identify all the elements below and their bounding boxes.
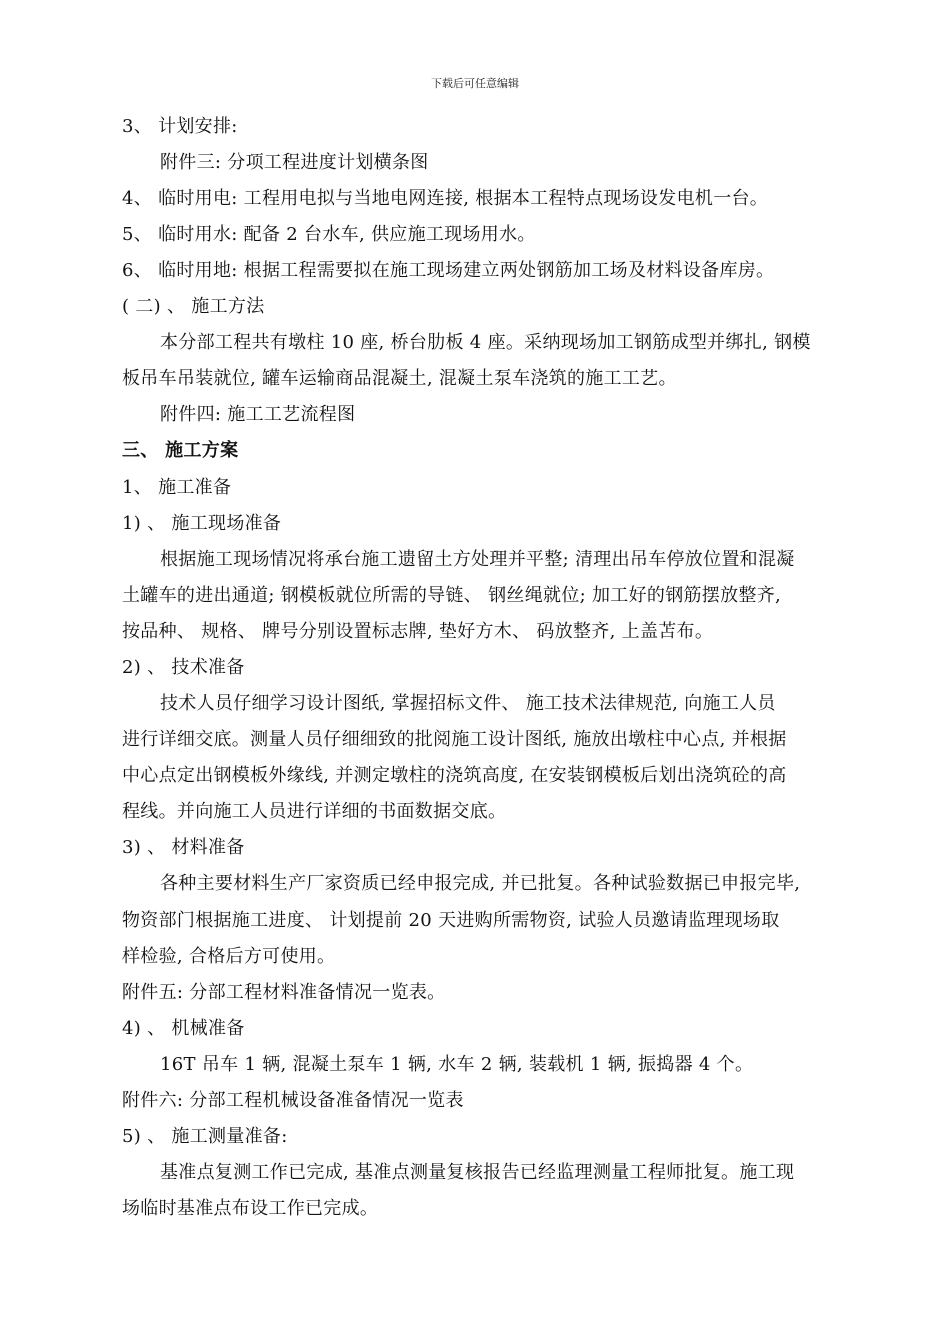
subheading-machinery-preparation: 4) 、 机械准备	[122, 1018, 245, 1039]
section-heading-construction-plan: 三、 施工方案	[122, 440, 239, 461]
paragraph-line: 技术人员仔细学习设计图纸, 掌握招标文件、 施工技术法律规范, 向施工人员	[160, 693, 776, 714]
paragraph-line: 土罐车的进出通道; 钢模板就位所需的导链、 钢丝绳就位; 加工好的钢筋摆放整齐,	[122, 585, 782, 606]
subheading-site-preparation: 1) 、 施工现场准备	[122, 513, 282, 534]
subheading-survey-preparation: 5) 、 施工测量准备:	[122, 1126, 288, 1147]
page-header: 下载后可任意编辑	[431, 77, 519, 90]
list-item-3: 3、 计划安排:	[122, 116, 238, 137]
attachment-3: 附件三: 分项工程进度计划横条图	[160, 152, 429, 173]
attachment-6: 附件六: 分部工程机械设备准备情况一览表	[122, 1090, 464, 1111]
paragraph-line: 程线。并向施工人员进行详细的书面数据交底。	[122, 801, 507, 822]
paragraph-line: 进行详细交底。测量人员仔细细致的批阅施工设计图纸, 施放出墩柱中心点, 并根据	[122, 729, 787, 750]
paragraph-line: 本分部工程共有墩柱 10 座, 桥台肋板 4 座。采纳现场加工钢筋成型并绑扎, 钢模	[160, 332, 811, 353]
section-heading-construction-method: ( 二) 、 施工方法	[122, 296, 265, 317]
attachment-4: 附件四: 施工工艺流程图	[160, 404, 356, 425]
paragraph-line: 中心点定出钢模板外缘线, 并测定墩柱的浇筑高度, 在安装钢模板后划出浇筑砼的高	[122, 765, 787, 786]
paragraph-line: 板吊车吊装就位, 罐车运输商品混凝土, 混凝土泵车浇筑的施工工艺。	[122, 368, 677, 389]
paragraph-line: 各种主要材料生产厂家资质已经申报完成, 并已批复。各种试验数据已申报完毕,	[160, 873, 801, 894]
paragraph-line: 场临时基准点布设工作已完成。	[122, 1198, 379, 1219]
subheading-preparation: 1、 施工准备	[122, 477, 232, 498]
list-item-6: 6、 临时用地: 根据工程需要拟在施工现场建立两处钢筋加工场及材料设备库房。	[122, 260, 775, 281]
paragraph-line: 样检验, 合格后方可使用。	[122, 946, 336, 967]
subheading-technical-preparation: 2) 、 技术准备	[122, 657, 245, 678]
attachment-5: 附件五: 分部工程材料准备情况一览表。	[122, 982, 446, 1003]
paragraph-line: 16T 吊车 1 辆, 混凝土泵车 1 辆, 水车 2 辆, 装载机 1 辆, 振捣器 4 个。	[160, 1054, 754, 1075]
paragraph-line: 按品种、 规格、 牌号分别设置标志牌, 垫好方木、 码放整齐, 上盖苫布。	[122, 621, 714, 642]
paragraph-line: 物资部门根据施工进度、 计划提前 20 天进购所需物资, 试验人员邀请监理现场取	[122, 910, 780, 931]
paragraph-line: 根据施工现场情况将承台施工遗留土方处理并平整; 清理出吊车停放位置和混凝	[160, 549, 795, 570]
list-item-4: 4、 临时用电: 工程用电拟与当地电网连接, 根据本工程特点现场设发电机一台。	[122, 188, 769, 209]
list-item-5: 5、 临时用水: 配备 2 台水车, 供应施工现场用水。	[122, 224, 536, 245]
subheading-material-preparation: 3) 、 材料准备	[122, 837, 245, 858]
paragraph-line: 基准点复测工作已完成, 基准点测量复核报告已经监理测量工程师批复。施工现	[160, 1162, 795, 1183]
